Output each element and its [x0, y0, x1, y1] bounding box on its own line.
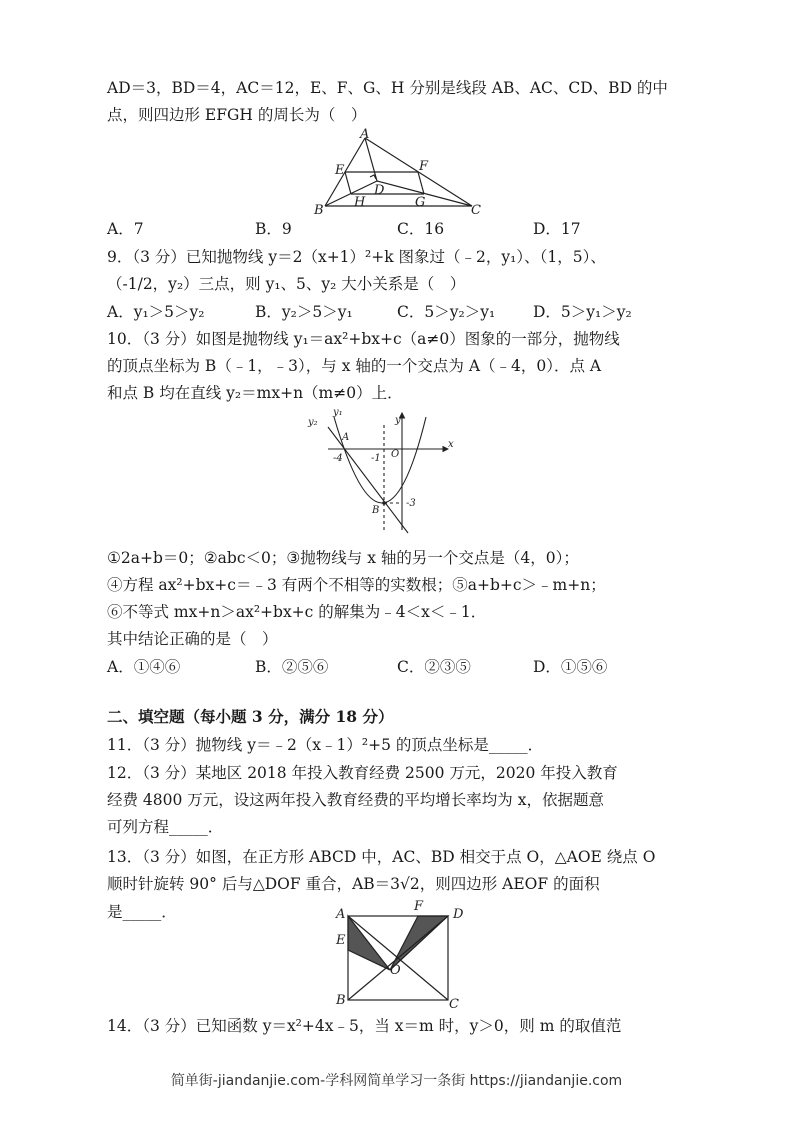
q10-line2: 的顶点坐标为 B（﹣1，﹣3），与 x 轴的一个交点为 A（﹣4，0）．点 A	[107, 357, 602, 375]
q14-line1: 14．（3 分）已知函数 y＝x²+4x﹣5，当 x＝m 时，y＞0，则 m 的取值范	[107, 1017, 622, 1035]
q8-option-b[interactable]: B．9	[255, 220, 292, 238]
q10-option-d[interactable]: D．①⑤⑥	[533, 658, 608, 676]
q10-stmt1: ①2a+b＝0；②abc＜0；③抛物线与 x 轴的另一个交点是（4，0）；	[107, 549, 579, 567]
fig13-label: C	[449, 997, 459, 1012]
fig8-label: A	[360, 128, 370, 142]
fig8-label: H	[354, 195, 366, 210]
fig8-label: G	[415, 195, 426, 210]
fig8-label: E	[335, 163, 345, 178]
fig10-label: y₂	[308, 417, 318, 428]
fig8-label: F	[419, 159, 429, 174]
q13-square-figure	[330, 898, 470, 1013]
q10-line1: 10．（3 分）如图是抛物线 y₁＝ax²+bx+c（a≠0）图象的一部分，抛物线	[107, 330, 620, 348]
q13-line2: 顺时针旋转 90° 后与△DOF 重合，AB＝3√2，则四边形 AEOF 的面积	[107, 875, 600, 893]
q10-stmt2: ④方程 ax²+bx+c＝﹣3 有两个不相等的实数根；⑤a+b+c＞﹣m+n；	[107, 576, 606, 594]
q12-line2: 经费 4800 万元，设这两年投入教育经费的平均增长率均为 x，依据题意	[107, 791, 604, 809]
q10-stmt4: 其中结论正确的是（ ）	[107, 630, 278, 648]
fig10-label: O	[391, 449, 400, 460]
q13-line3: 是_____．	[107, 903, 177, 921]
q9-option-d[interactable]: D．5＞y₁＞y₂	[533, 303, 632, 321]
fig13-label: O	[390, 963, 401, 978]
fig10-label: x	[448, 439, 454, 450]
section-heading: 二、填空题（每小题 3 分，满分 18 分）	[107, 707, 394, 726]
fig10-label: A	[342, 432, 350, 443]
fig10-label: B	[372, 505, 380, 516]
footer-watermark: 简单街-jiandanjie.com-学科网简单学习一条街 https://jiandanjie.com	[170, 1073, 623, 1089]
fig10-label: y₁	[333, 407, 343, 418]
q12-line1: 12．（3 分）某地区 2018 年投入教育经费 2500 万元，2020 年投入教育	[107, 764, 618, 782]
q10-stmt3: ⑥不等式 mx+n＞ax²+bx+c 的解集为﹣4＜x＜﹣1．	[107, 603, 487, 621]
fig10-label: -1	[371, 453, 381, 464]
q9-option-a[interactable]: A．y₁＞5＞y₂	[107, 303, 205, 321]
fig8-label: D	[374, 183, 385, 198]
q13-line1: 13．（3 分）如图，在正方形 ABCD 中，AC、BD 相交于点 O，△AOE 绕点 O	[107, 848, 656, 866]
q9-option-c[interactable]: C．5＞y₂＞y₁	[397, 303, 496, 321]
q8-line1: AD＝3，BD＝4，AC＝12，E、F、G、H 分别是线段 AB、AC、CD、BD 的中	[107, 79, 668, 97]
q9-line1: 9．（3 分）已知抛物线 y＝2（x+1）²+k 图象过（﹣2，y₁）、（1，5）、	[107, 248, 606, 266]
q10-line3: 和点 B 均在直线 y₂＝mx+n（m≠0）上．	[107, 384, 403, 402]
q8-line2: 点，则四边形 EFGH 的周长为（ ）	[107, 106, 367, 124]
fig8-label: B	[314, 203, 324, 218]
fig10-label: -3	[406, 498, 416, 509]
q12-line3: 可列方程_____．	[107, 818, 224, 836]
fig13-label: D	[453, 907, 464, 922]
fig10-label: y	[395, 415, 401, 426]
q8-option-a[interactable]: A．7	[107, 220, 144, 238]
q8-triangle-figure	[310, 128, 495, 218]
q10-option-c[interactable]: C．②③⑤	[397, 658, 471, 676]
q9-line2: （-1/2，y₂）三点，则 y₁、5、y₂ 大小关系是（ ）	[107, 275, 466, 293]
q9-option-b[interactable]: B．y₂＞5＞y₁	[255, 303, 353, 321]
fig13-label: E	[336, 933, 346, 948]
q8-option-d[interactable]: D．17	[533, 220, 581, 238]
q8-option-c[interactable]: C．16	[397, 220, 445, 238]
fig8-label: C	[471, 203, 481, 218]
q10-option-a[interactable]: A．①④⑥	[107, 658, 181, 676]
q10-parabola-figure	[300, 405, 460, 540]
fig10-label: -4	[333, 453, 343, 464]
fig13-label: B	[336, 993, 346, 1008]
fig13-label: A	[336, 907, 346, 922]
q11-line1: 11．（3 分）抛物线 y＝﹣2（x﹣1）²+5 的顶点坐标是_____．	[107, 736, 544, 754]
q10-option-b[interactable]: B．②⑤⑥	[255, 658, 329, 676]
fig13-label: F	[414, 899, 424, 914]
